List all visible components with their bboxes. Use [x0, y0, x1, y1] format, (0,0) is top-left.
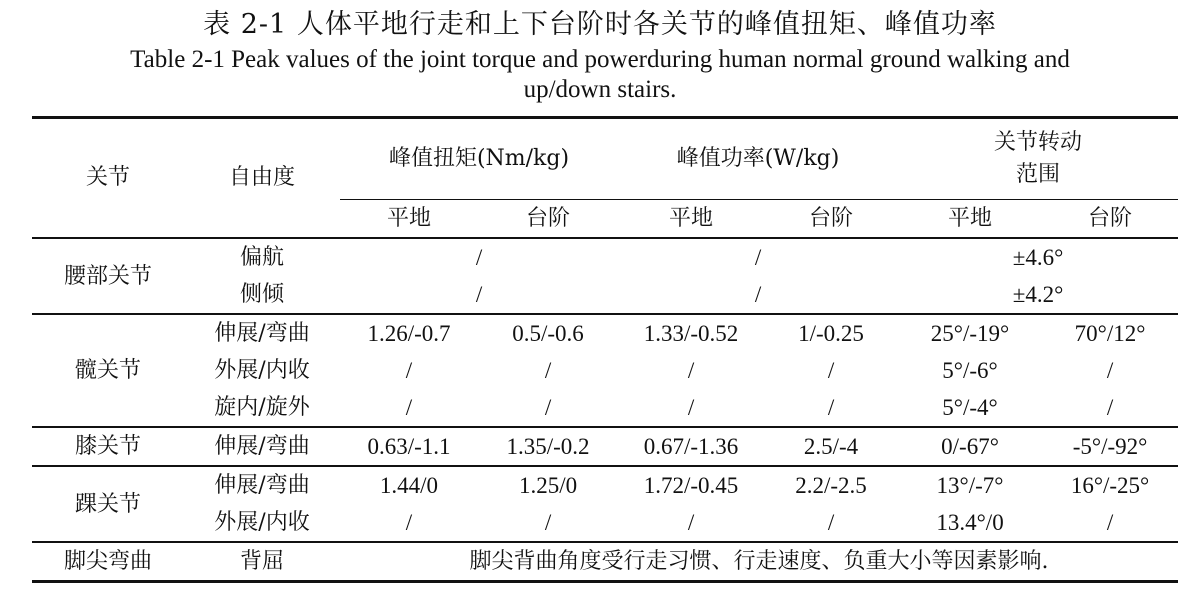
joint-torque-power-table — [32, 116, 1178, 583]
joint-waist: 腰部关节 — [32, 238, 184, 314]
dof-cell: 伸展/弯曲 — [184, 427, 340, 466]
dof-cell: 旋内/旋外 — [214, 395, 310, 420]
subheader-range-stairs: 台阶 — [1042, 200, 1178, 239]
torque-flat-cell: 1.44/0 — [340, 466, 478, 504]
power-cell: / — [754, 282, 762, 307]
table-row — [32, 389, 1178, 427]
table-row — [32, 314, 1178, 352]
torque-stairs-cell: / — [544, 358, 552, 383]
range-stairs-cell: -5°/-92° — [1042, 427, 1178, 466]
power-stairs-cell: / — [827, 395, 835, 420]
range-stairs-cell: 16°/-25° — [1042, 466, 1178, 504]
power-flat-cell: / — [687, 510, 695, 535]
dof-cell: 背屈 — [184, 542, 340, 582]
power-stairs-cell: 2.5/-4 — [764, 427, 898, 466]
subheader-range-flat: 平地 — [898, 200, 1042, 239]
dof-cell: 偏航 — [184, 238, 340, 276]
power-flat-cell: / — [687, 395, 695, 420]
range-cell: ±4.2° — [1012, 282, 1064, 307]
subheader-torque-flat: 平地 — [340, 200, 478, 239]
range-stairs-cell: / — [1106, 395, 1114, 420]
header-joint: 关节 — [85, 165, 130, 190]
torque-cell: / — [475, 282, 483, 307]
torque-flat-cell: 1.26/-0.7 — [340, 314, 478, 352]
power-flat-cell: 1.72/-0.45 — [618, 466, 764, 504]
joint-knee: 膝关节 — [32, 427, 184, 466]
range-cell: ±4.6° — [898, 238, 1178, 276]
torque-stairs-cell: / — [544, 395, 552, 420]
range-flat-cell: 0/-67° — [898, 427, 1042, 466]
range-stairs-cell: / — [1106, 358, 1114, 383]
joint-toe: 脚尖弯曲 — [32, 542, 184, 582]
power-flat-cell: 1.33/-0.52 — [618, 314, 764, 352]
table-caption-english — [0, 45, 1200, 105]
header-range-line-2: 范围 — [1016, 162, 1061, 187]
header-dof: 自由度 — [228, 165, 295, 190]
torque-flat-cell: / — [405, 395, 413, 420]
table-row — [32, 466, 1178, 504]
caption-english-line-2: up/down stairs. — [523, 76, 677, 103]
table-row — [32, 427, 1178, 466]
dof-cell: 伸展/弯曲 — [184, 466, 340, 504]
torque-flat-cell: 0.63/-1.1 — [340, 427, 478, 466]
subheader-torque-stairs: 台阶 — [478, 200, 618, 239]
power-stairs-cell: 2.2/-2.5 — [764, 466, 898, 504]
torque-stairs-cell: / — [544, 510, 552, 535]
power-flat-cell: 0.67/-1.36 — [618, 427, 764, 466]
dof-cell: 伸展/弯曲 — [184, 314, 340, 352]
subheader-power-flat: 平地 — [618, 200, 764, 239]
dof-cell: 外展/内收 — [214, 358, 310, 383]
range-stairs-cell: / — [1106, 510, 1114, 535]
torque-flat-cell: / — [405, 358, 413, 383]
table-row — [32, 276, 1178, 314]
header-peak-power: 峰值功率(W/kg) — [676, 146, 840, 171]
header-peak-torque: 峰值扭矩(Nm/kg) — [388, 146, 570, 171]
header-range-of-motion — [898, 118, 1178, 200]
header-row — [32, 118, 1178, 200]
power-cell: / — [618, 238, 898, 276]
torque-stairs-cell: 1.35/-0.2 — [478, 427, 618, 466]
range-flat-cell: 13.4°/0 — [936, 510, 1004, 535]
torque-cell: / — [340, 238, 618, 276]
range-flat-cell: 5°/-4° — [942, 395, 998, 420]
subheader-power-stairs: 台阶 — [764, 200, 898, 239]
range-flat-cell: 5°/-6° — [942, 358, 998, 383]
power-stairs-cell: / — [827, 358, 835, 383]
power-stairs-cell: / — [827, 510, 835, 535]
table-row — [32, 542, 1178, 582]
dof-cell: 侧倾 — [239, 282, 284, 307]
joint-hip: 髋关节 — [32, 314, 184, 427]
table-row — [32, 504, 1178, 542]
power-flat-cell: / — [687, 358, 695, 383]
dof-cell: 外展/内收 — [214, 510, 310, 535]
range-flat-cell: 25°/-19° — [898, 314, 1042, 352]
power-stairs-cell: 1/-0.25 — [764, 314, 898, 352]
table-row — [32, 238, 1178, 276]
table-row — [32, 352, 1178, 389]
torque-flat-cell: / — [405, 510, 413, 535]
table-caption-chinese: 表 2-1 人体平地行走和上下台阶时各关节的峰值扭矩、峰值功率 — [203, 9, 997, 40]
joint-ankle: 踝关节 — [32, 466, 184, 542]
range-flat-cell: 13°/-7° — [898, 466, 1042, 504]
caption-english-line-1: Table 2-1 Peak values of the joint torque and powerduring human normal ground walking and — [130, 46, 1070, 73]
torque-stairs-cell: 1.25/0 — [478, 466, 618, 504]
range-stairs-cell: 70°/12° — [1042, 314, 1178, 352]
torque-stairs-cell: 0.5/-0.6 — [478, 314, 618, 352]
header-range-line-1: 关节转动 — [994, 130, 1083, 155]
toe-note-cell: 脚尖背曲角度受行走习惯、行走速度、负重大小等因素影响. — [340, 542, 1178, 582]
